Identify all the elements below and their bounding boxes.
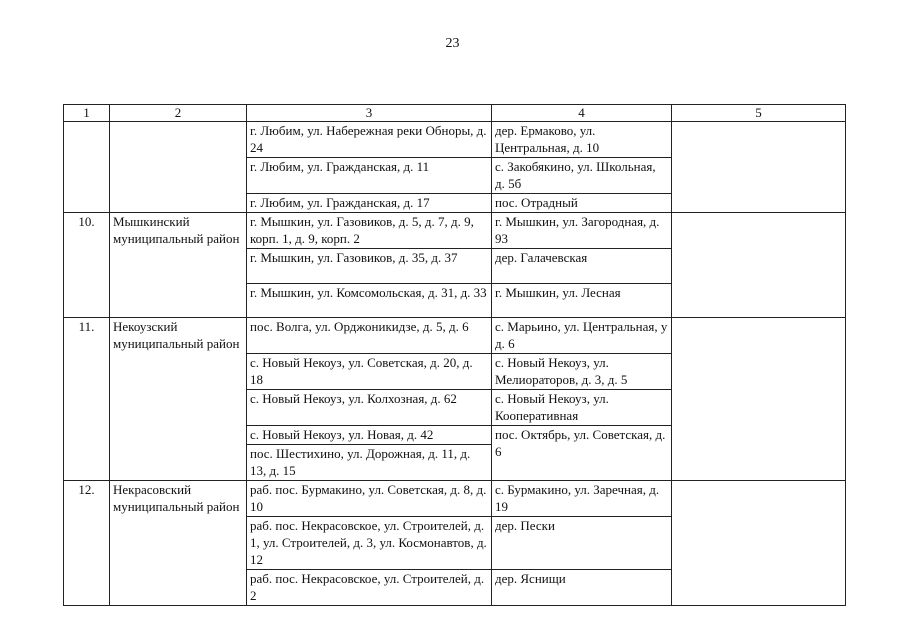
location-cell: с. Марьино, ул. Центральная, у д. 6 — [492, 318, 672, 354]
address-cell: пос. Волга, ул. Орджоникидзе, д. 5, д. 6 — [247, 318, 492, 354]
number-cell: 10. — [64, 213, 110, 318]
location-cell: с. Новый Некоуз, ул. Мелиораторов, д. 3, д. 5 — [492, 354, 672, 390]
location-cell: с. Закобякино, ул. Школьная, д. 5б — [492, 158, 672, 194]
header-col-5: 5 — [672, 105, 846, 122]
address-cell: пос. Шестихино, ул. Дорожная, д. 11, д. 13, д. 15 — [247, 445, 492, 481]
number-cell: 11. — [64, 318, 110, 481]
location-cell: г. Мышкин, ул. Лесная — [492, 284, 672, 318]
address-cell: г. Мышкин, ул. Газовиков, д. 5, д. 7, д. 9, корп. 1, д. 9, корп. 2 — [247, 213, 492, 249]
header-row — [64, 105, 846, 122]
header-col-4: 4 — [492, 105, 672, 122]
address-cell: г. Мышкин, ул. Комсомольская, д. 31, д. 33 — [247, 284, 492, 318]
location-cell: дер. Галачевская — [492, 249, 672, 284]
location-cell: с. Бурмакино, ул. Заречная, д. 19 — [492, 481, 672, 517]
district-cell — [110, 122, 247, 213]
address-cell: г. Мышкин, ул. Газовиков, д. 35, д. 37 — [247, 249, 492, 284]
address-cell: г. Любим, ул. Гражданская, д. 11 — [247, 158, 492, 194]
table-row — [64, 318, 846, 354]
header-col-2: 2 — [110, 105, 247, 122]
header-col-3: 3 — [247, 105, 492, 122]
notes-cell — [672, 481, 846, 606]
address-cell: с. Новый Некоуз, ул. Новая, д. 42 — [247, 426, 492, 445]
address-cell: раб. пос. Некрасовское, ул. Строителей, д. 2 — [247, 570, 492, 606]
location-cell: дер. Пески — [492, 517, 672, 570]
location-cell: дер. Ермаково, ул. Центральная, д. 10 — [492, 122, 672, 158]
location-cell: с. Новый Некоуз, ул. Кооперативная — [492, 390, 672, 426]
number-cell — [64, 122, 110, 213]
facilities-table — [63, 104, 846, 606]
page-number: 23 — [445, 36, 460, 51]
address-cell: раб. пос. Некрасовское, ул. Строителей, д. 1, ул. Строителей, д. 3, ул. Космонавтов, д. 12 — [247, 517, 492, 570]
location-cell: г. Мышкин, ул. Загородная, д. 93 — [492, 213, 672, 249]
address-cell: с. Новый Некоуз, ул. Советская, д. 20, д. 18 — [247, 354, 492, 390]
notes-cell — [672, 213, 846, 318]
address-cell: раб. пос. Бурмакино, ул. Советская, д. 8, д. 10 — [247, 481, 492, 517]
location-cell: пос. Октябрь, ул. Советская, д. 6 — [492, 426, 672, 481]
district-cell: Некоузский муниципальный район — [110, 318, 247, 481]
district-cell: Мышкинский муниципальный район — [110, 213, 247, 318]
table-row — [64, 213, 846, 249]
notes-cell — [672, 318, 846, 481]
table-row — [64, 122, 846, 158]
address-cell: с. Новый Некоуз, ул. Колхозная, д. 62 — [247, 390, 492, 426]
address-cell: г. Любим, ул. Набережная реки Обноры, д. 24 — [247, 122, 492, 158]
location-cell: пос. Отрадный — [492, 194, 672, 213]
number-cell: 12. — [64, 481, 110, 606]
address-cell: г. Любим, ул. Гражданская, д. 17 — [247, 194, 492, 213]
district-cell: Некрасовский муниципальный район — [110, 481, 247, 606]
table-row — [64, 481, 846, 517]
location-cell: дер. Яснищи — [492, 570, 672, 606]
notes-cell — [672, 122, 846, 213]
header-col-1: 1 — [64, 105, 110, 122]
